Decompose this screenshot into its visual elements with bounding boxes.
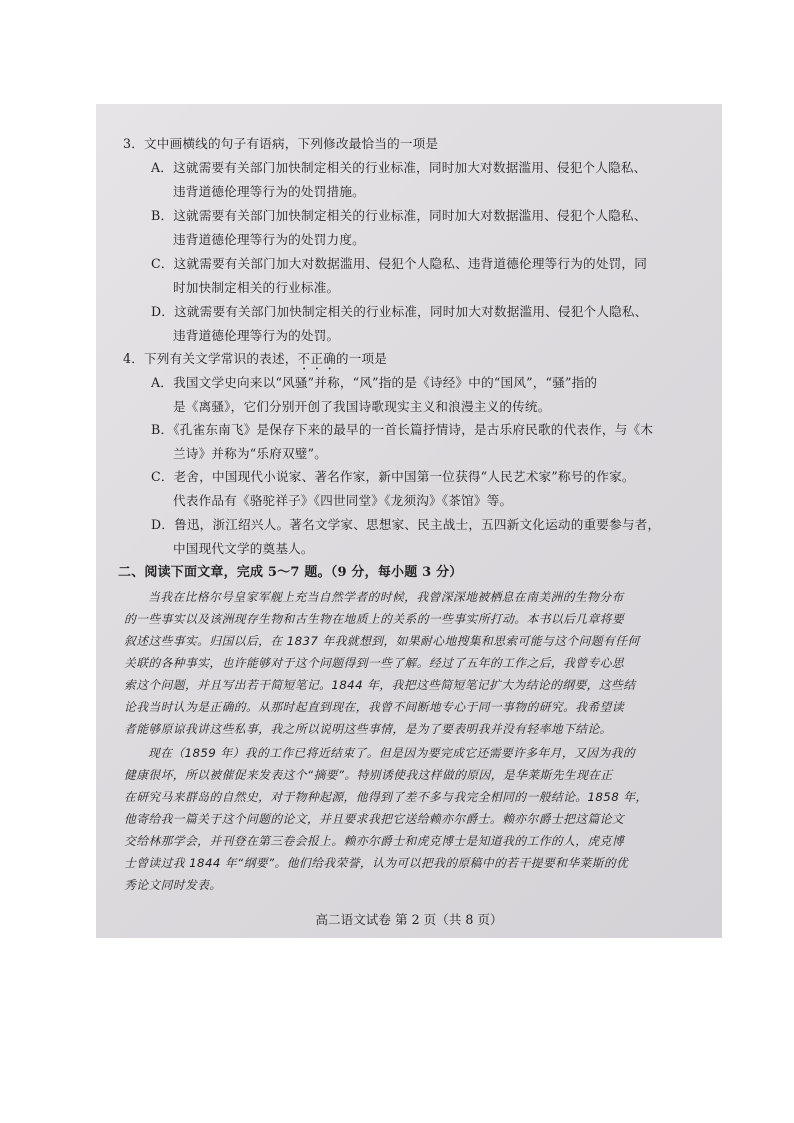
q4-option-c: C．老舍，中国现代小说家、著名作家，新中国第一位获得“人民艺术家”称号的作家。 (151, 469, 635, 484)
q4-stem-emphasis: 不正确 (297, 351, 336, 366)
reading-para1-line: 当我在比格尔号皇家军舰上充当自然学者的时候，我曾深深地被栖息在南美洲的生物分布 (148, 590, 624, 604)
reading-para2-line: 健康很坏，所以被催促来发表这个“摘要”。特别诱使我这样做的原因，是华莱斯先生现在正 (124, 768, 613, 782)
exam-page-sheet (96, 104, 722, 938)
reading-para2-line: 在研究马来群岛的自然史，对于物种起源，他得到了差不多与我完全相同的一般结论。1858 年， (124, 790, 648, 804)
q3-option-a-cont: 违背道德伦理等行为的处罚措施。 (173, 184, 365, 199)
q4-option-b-cont: 兰诗》并称为“乐府双璧”。 (173, 446, 328, 461)
reading-para1-line: 叙述这些事实。归国以后，在 1837 年我就想到，如果耐心地搜集和思索可能与这个问题有任何 (124, 634, 640, 648)
q3-option-c: C．这就需要有关部门加大对数据滥用、侵犯个人隐私、违背道德伦理等行为的处罚，同 (151, 256, 647, 271)
reading-para2-line: 现在（1859 年）我的工作已将近结束了。但是因为要完成它还需要许多年月，又因为我的 (148, 746, 636, 760)
q4-stem-before: 4．下列有关文学常识的表述， (123, 351, 298, 366)
reading-para1-line: 索这个问题，并且写出若干简短笔记。1844 年，我把这些简短笔记扩大为结论的纲要，这些结 (124, 678, 636, 692)
reading-para1-line: 者能够原谅我讲这些私事，我之所以说明这些事情，是为了要表明我并没有轻率地下结论。 (124, 722, 612, 736)
section2-title: 二、阅读下面文章，完成 5～7 题。（9 分，每小题 3 分） (118, 565, 463, 580)
reading-para2-line: 士曾读过我 1844 年“纲要”。他们给我荣誉，认为可以把我的原稿中的若干提要和华莱斯的优 (124, 856, 629, 870)
q4-stem-after: 的一项是 (335, 351, 388, 366)
q3-option-a: A．这就需要有关部门加快制定相关的行业标准，同时加大对数据滥用、侵犯个人隐私、 (151, 160, 647, 175)
q3-option-c-cont: 时加快制定相关的行业标准。 (173, 280, 340, 295)
q3-stem: 3．文中画横线的句子有语病，下列修改最恰当的一项是 (123, 136, 439, 151)
q3-option-b-cont: 违背道德伦理等行为的处罚力度。 (173, 232, 365, 247)
reading-para1-line: 关联的各种事实，也许能够对于这个问题得到一些了解。经过了五年的工作之后，我曾专心思 (124, 656, 625, 670)
q4-option-d: D．鲁迅，浙江绍兴人。著名文学家、思想家、民主战士，五四新文化运动的重要参与者， (151, 517, 661, 532)
reading-para1-line: 的一些事实以及该洲现存生物和古生物在地质上的关系的一些事实所打动。本书以后几章将要 (124, 612, 625, 626)
q4-option-a-cont: 是《离骚》，它们分别开创了我国诗歌现实主义和浪漫主义的传统。 (173, 399, 551, 414)
q4-stem (123, 351, 387, 373)
q3-option-b: B．这就需要有关部门加快制定相关的行业标准，同时加大对数据滥用、侵犯个人隐私、 (151, 208, 647, 223)
reading-para2-line: 交给林那学会，并刊登在第三卷会报上。赖亦尔爵士和虎克博士是知道我的工作的人，虎克博 (124, 834, 625, 848)
q4-option-a: A．我国文学史向来以“风骚”并称，“风”指的是《诗经》中的“国风”，“骚”指的 (151, 375, 598, 390)
q4-option-c-cont: 代表作品有《骆驼祥子》《四世同堂》《龙须沟》《茶馆》等。 (173, 493, 513, 508)
reading-para1-line: 论我当时认为是正确的。从那时起直到现在，我曾不间断地专心于同一事物的研究。我希望读 (124, 700, 625, 714)
q4-option-d-cont: 中国现代文学的奠基人。 (173, 541, 314, 556)
q4-option-b: B．《孔雀东南飞》是保存下来的最早的一首长篇抒情诗，是古乐府民歌的代表作，与《木 (151, 422, 654, 437)
reading-para2-line: 他寄给我一篇关于这个问题的论文，并且要求我把它送给赖亦尔爵士。赖亦尔爵士把这篇论文 (124, 812, 625, 826)
page-footer: 高二语文试卷 第 2 页（共 8 页） (315, 912, 503, 927)
q3-option-d: D．这就需要有关部门加快制定相关的行业标准，同时加大对数据滥用、侵犯个人隐私、 (151, 304, 648, 319)
q3-option-d-cont: 违背道德伦理等行为的处罚。 (173, 328, 340, 343)
reading-para2-line: 秀论文同时发表。 (124, 878, 222, 892)
